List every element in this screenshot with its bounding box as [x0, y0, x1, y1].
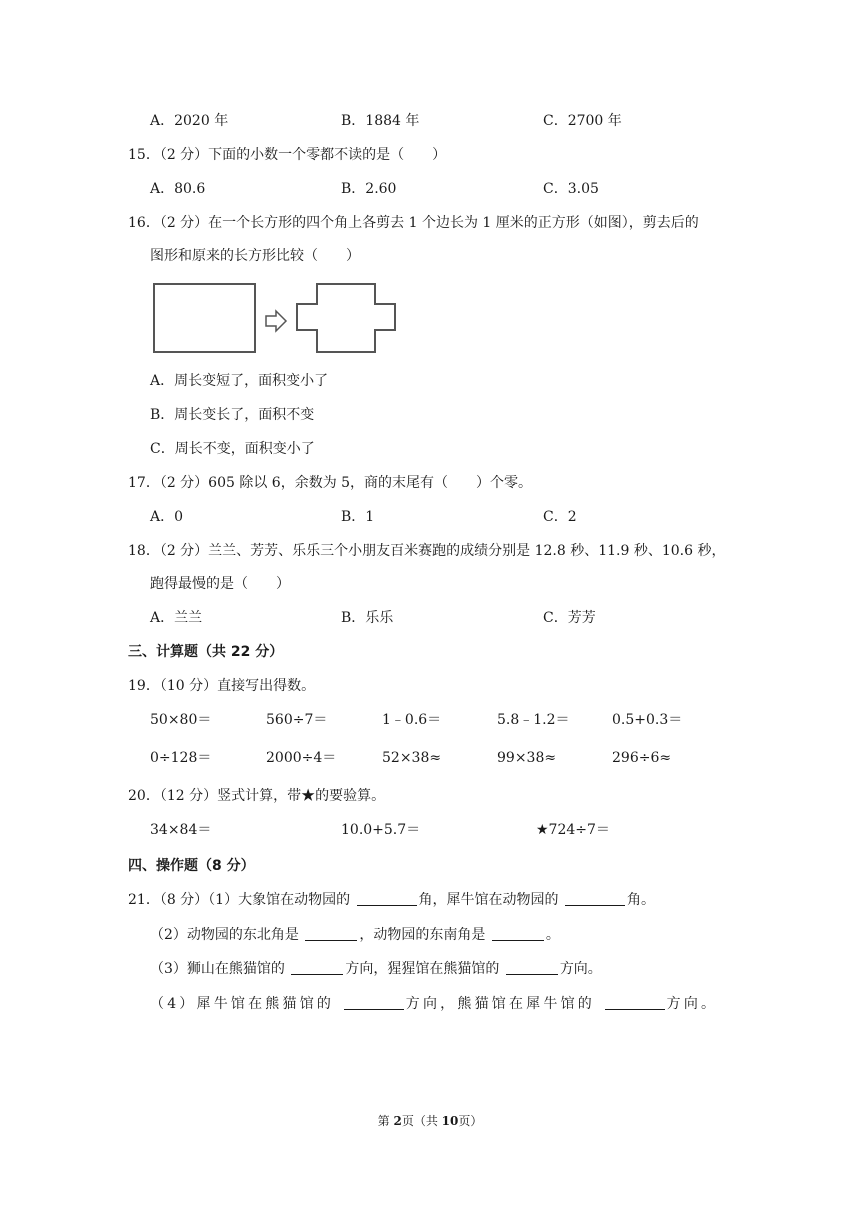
q19-item: 560÷7＝: [266, 712, 328, 728]
q16-option-c: C．周长不变，面积变小了: [150, 441, 315, 457]
answer-blank[interactable]: [305, 926, 357, 941]
q17-stem: 17．（2 分）605 除以 6，余数为 5，商的末尾有（ ）个零。: [128, 475, 533, 491]
q15-stem: 15．（2 分）下面的小数一个零都不读的是（ ）: [128, 147, 447, 163]
q21-part1: [128, 890, 655, 910]
section-4-heading: 四、操作题（8 分）: [128, 858, 255, 874]
q21-part2-text-b: ，动物园的东南角是: [359, 927, 490, 943]
q21-part2-text-c: 。: [545, 927, 560, 943]
q18-stem-line1: 18．（2 分）兰兰、芳芳、乐乐三个小朋友百米赛跑的成绩分别是 12.8 秒、11.9 秒、10.6 秒，: [128, 543, 726, 559]
q18-option-a: A．兰兰: [150, 610, 203, 626]
footer-suffix: 页）: [458, 1114, 483, 1128]
q21-part4-text-c: 方向。: [666, 996, 719, 1012]
q14-option-b: B．1884 年: [341, 113, 420, 129]
q19-item: 52×38≈: [382, 750, 442, 766]
q21-part1-text-a: 21．（8 分）（1）大象馆在动物园的: [128, 892, 355, 908]
q17-option-c: C．2: [543, 509, 577, 525]
q16-stem-line2: 图形和原来的长方形比较（ ）: [150, 248, 360, 264]
q17-option-a: A．0: [150, 509, 184, 525]
q21-part2: [150, 925, 560, 945]
cut-shape: [297, 284, 395, 352]
footer-total-pages: 10: [441, 1114, 459, 1128]
footer-page-number: 2: [393, 1114, 402, 1128]
q14-option-c: C．2700 年: [543, 113, 622, 129]
section-3-heading: 三、计算题（共 22 分）: [128, 644, 284, 660]
q16-figure: [150, 280, 400, 358]
q14-option-a: A．2020 年: [150, 113, 229, 129]
q18-stem-line2: 跑得最慢的是（ ）: [150, 576, 290, 592]
answer-blank[interactable]: [357, 891, 417, 906]
q19-item: 2000÷4＝: [266, 750, 337, 766]
q16-option-b: B．周长变长了，面积不变: [150, 407, 315, 423]
q21-part2-text-a: （2）动物园的东北角是: [150, 927, 304, 943]
q20-item: 34×84＝: [150, 822, 212, 838]
footer-mid: 页（共: [401, 1114, 442, 1128]
q16-stem-line1: 16．（2 分）在一个长方形的四个角上各剪去 1 个边长为 1 厘米的正方形（如图），剪去后的: [128, 215, 699, 231]
q19-item: 1﹣0.6＝: [382, 712, 442, 728]
answer-blank[interactable]: [344, 995, 404, 1010]
q16-option-a: A．周长变短了，面积变小了: [150, 373, 329, 389]
q15-option-c: C．3.05: [543, 181, 599, 197]
q21-part3-text-b: 方向，猩猩馆在熊猫馆的: [345, 961, 504, 977]
q21-part3-text-a: （3）狮山在熊猫馆的: [150, 961, 290, 977]
q20-item: 10.0+5.7＝: [341, 822, 421, 838]
original-rectangle: [154, 284, 255, 352]
arrow-icon: [266, 311, 286, 331]
q18-option-b: B．乐乐: [341, 610, 394, 626]
q19-item: 50×80＝: [150, 712, 212, 728]
q15-option-a: A．80.6: [150, 181, 206, 197]
q19-item: 5.8﹣1.2＝: [497, 712, 570, 728]
q21-part4: [150, 994, 718, 1014]
answer-blank[interactable]: [605, 995, 665, 1010]
q15-option-b: B．2.60: [341, 181, 397, 197]
answer-blank[interactable]: [291, 960, 343, 975]
q21-part3: [150, 959, 602, 979]
q19-item: 0.5+0.3＝: [612, 712, 683, 728]
q21-part3-text-c: 方向。: [559, 961, 602, 977]
q20-stem: 20．（12 分）竖式计算，带★的要验算。: [128, 788, 386, 804]
q17-option-b: B．1: [341, 509, 375, 525]
answer-blank[interactable]: [506, 960, 558, 975]
q21-part4-text-a: （4）犀牛馆在熊猫馆的: [150, 996, 342, 1012]
q19-item: 99×38≈: [497, 750, 557, 766]
page-footer: [0, 1112, 860, 1129]
q21-part4-text-b: 方向，熊猫馆在犀牛馆的: [405, 996, 603, 1012]
q19-item: 296÷6≈: [612, 750, 672, 766]
answer-blank[interactable]: [492, 926, 544, 941]
q18-option-c: C．芳芳: [543, 610, 596, 626]
q19-stem: 19．（10 分）直接写出得数。: [128, 678, 316, 694]
q21-part1-text-b: 角，犀牛馆在动物园的: [418, 892, 563, 908]
q19-item: 0÷128＝: [150, 750, 212, 766]
q21-part1-text-c: 角。: [626, 892, 655, 908]
footer-prefix: 第: [377, 1114, 394, 1128]
answer-blank[interactable]: [565, 891, 625, 906]
q20-item: ★724÷7＝: [536, 822, 610, 838]
